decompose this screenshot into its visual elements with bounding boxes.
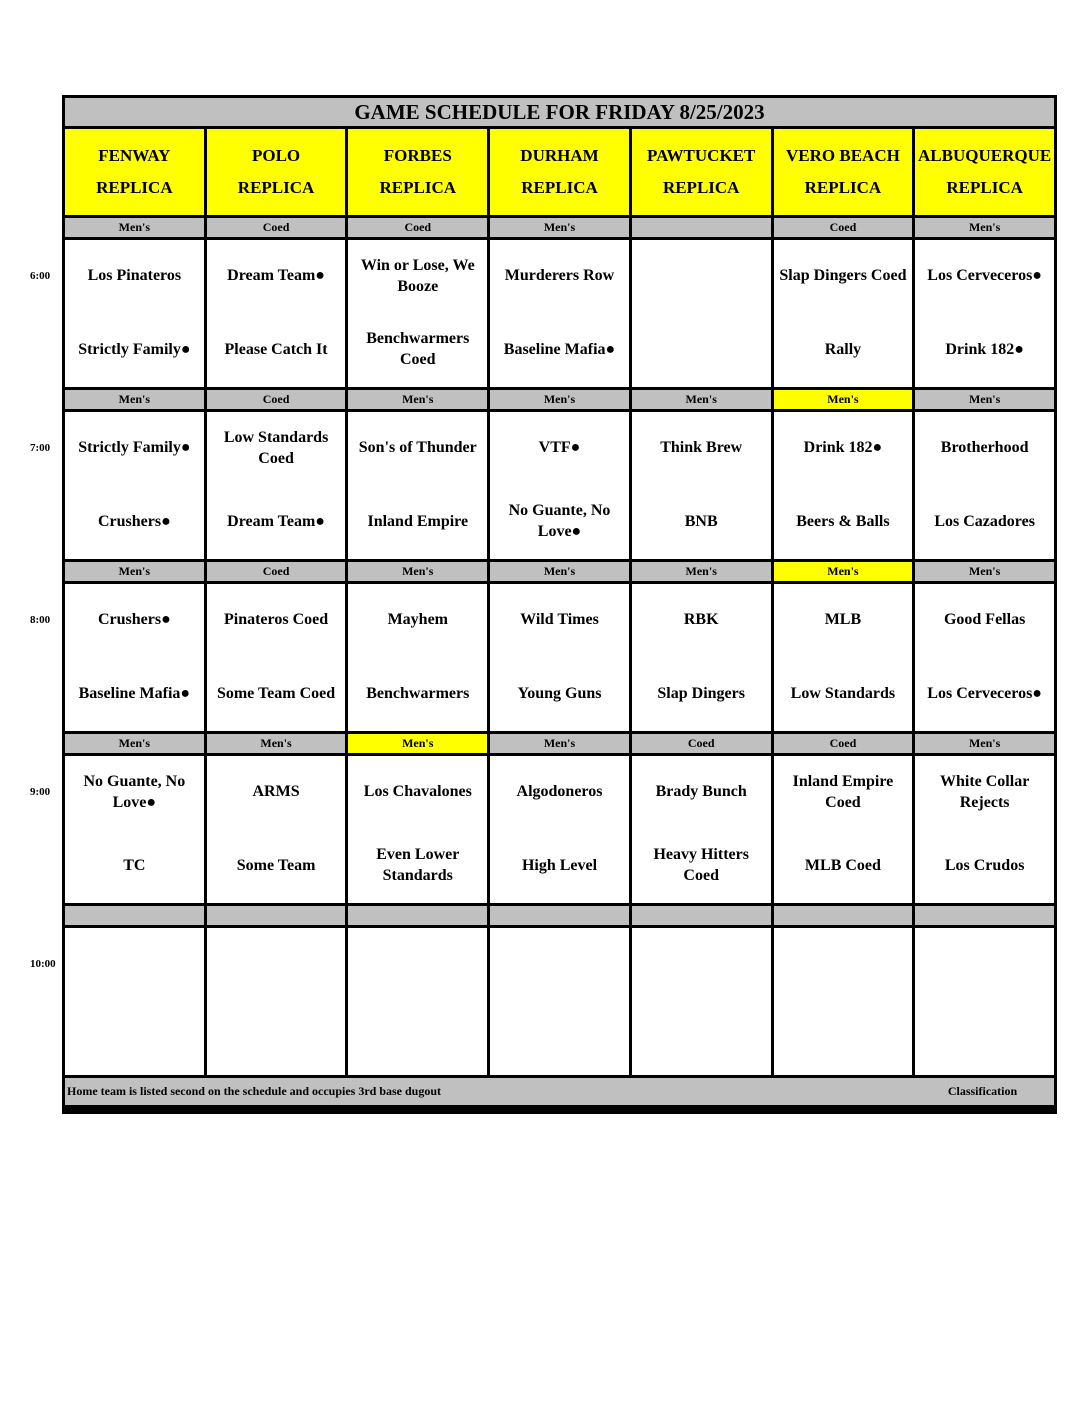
home-team: BNB <box>684 512 718 530</box>
away-team: Los Cerveceros● <box>927 267 1042 285</box>
home-team: Drink 182● <box>945 340 1024 358</box>
classification-label <box>65 906 204 925</box>
classification-label: Coed <box>774 734 913 753</box>
home-team <box>207 1002 346 1076</box>
away-team: Algodoneros <box>516 783 603 801</box>
classification-label: Men's <box>207 734 346 753</box>
home-team: Baseline Mafia● <box>78 684 191 702</box>
home-team: No Guante, No Love● <box>508 502 611 541</box>
home-team <box>774 1002 913 1076</box>
away-team: Brotherhood <box>940 439 1029 457</box>
game-cell <box>207 240 346 387</box>
away-team: ARMS <box>252 783 300 801</box>
classification-label: Men's <box>65 218 204 237</box>
home-team: Even Lower Standards <box>376 846 460 885</box>
game-cell <box>915 756 1054 903</box>
field-subtitle: REPLICA <box>804 178 882 197</box>
field-name: PAWTUCKET <box>647 146 756 165</box>
game-cell <box>490 240 629 387</box>
home-team <box>632 314 771 388</box>
away-team: Crushers● <box>97 611 171 629</box>
game-cell <box>774 756 913 903</box>
game-cell <box>65 928 204 1075</box>
classification-label: Coed <box>774 218 913 237</box>
schedule-sheet <box>62 95 1057 1114</box>
home-team <box>915 1002 1054 1076</box>
field-name: POLO <box>251 146 301 165</box>
classification-legend: Classification <box>947 1084 1018 1098</box>
home-team: Los Cazadores <box>934 512 1035 530</box>
classification-label <box>774 906 913 925</box>
game-cell <box>348 928 487 1075</box>
home-team: Please Catch It <box>224 340 328 358</box>
field-header <box>774 129 913 215</box>
game-cell <box>774 584 913 731</box>
game-cell <box>207 756 346 903</box>
game-cell <box>490 928 629 1075</box>
game-cell <box>632 756 771 903</box>
footer-note: Home team is listed second on the schedule and occupies 3rd base dugout <box>67 1084 442 1098</box>
classification-label <box>632 218 771 237</box>
field-name: FENWAY <box>98 146 171 165</box>
away-team: Los Pinateros <box>87 267 182 285</box>
away-team <box>632 240 771 314</box>
away-team: Good Fellas <box>943 611 1026 629</box>
field-subtitle: REPLICA <box>521 178 598 197</box>
away-team: RBK <box>683 611 719 629</box>
away-team: Strictly Family● <box>78 439 191 457</box>
classification-label: Men's <box>65 390 204 409</box>
game-cell <box>490 412 629 559</box>
away-team: MLB <box>824 611 862 629</box>
home-team: Some Team <box>236 856 316 874</box>
game-cell <box>774 412 913 559</box>
game-cell <box>348 756 487 903</box>
classification-label: Men's <box>774 390 913 409</box>
away-team <box>348 928 487 1002</box>
time-label: 8:00 <box>30 613 51 626</box>
away-team: Think Brew <box>660 439 743 457</box>
field-header <box>65 129 204 215</box>
classification-label: Men's <box>490 562 629 581</box>
home-team <box>65 1002 204 1076</box>
classification-label: Coed <box>207 218 346 237</box>
classification-label: Coed <box>207 562 346 581</box>
home-team: High Level <box>521 856 598 874</box>
field-subtitle: REPLICA <box>237 178 315 197</box>
classification-label: Men's <box>632 562 771 581</box>
game-cell <box>915 240 1054 387</box>
game-cell <box>632 412 771 559</box>
home-team: Some Team Coed <box>216 684 336 702</box>
game-cell <box>348 412 487 559</box>
away-team: Slap Dingers Coed <box>779 267 907 285</box>
field-name: VERO BEACH <box>786 146 900 165</box>
classification-label <box>348 906 487 925</box>
field-header <box>207 129 346 215</box>
home-team <box>490 1002 629 1076</box>
classification-label <box>207 906 346 925</box>
home-team <box>348 1002 487 1076</box>
away-team: Wild Times <box>520 611 599 629</box>
game-cell <box>632 584 771 731</box>
home-team: Benchwarmers Coed <box>366 330 470 369</box>
away-team: No Guante, No Love● <box>83 772 186 811</box>
field-header <box>632 129 771 215</box>
footer-bar <box>65 1078 1054 1105</box>
away-team <box>207 928 346 1002</box>
field-name: DURHAM <box>520 146 599 165</box>
field-name: FORBES <box>383 146 452 165</box>
classification-label: Men's <box>915 734 1054 753</box>
home-team: Slap Dingers <box>657 684 745 702</box>
home-team: Crushers● <box>97 512 171 530</box>
away-team: Dream Team● <box>227 267 325 285</box>
away-team: White Collar Rejects <box>939 772 1030 811</box>
time-label: 6:00 <box>30 269 51 282</box>
game-cell <box>915 412 1054 559</box>
away-team: Brady Bunch <box>655 783 747 801</box>
away-team: Low Standards Coed <box>223 428 329 467</box>
classification-label: Men's <box>915 390 1054 409</box>
classification-label: Men's <box>65 562 204 581</box>
away-team: Los Chavalones <box>363 783 472 801</box>
classification-label: Men's <box>490 218 629 237</box>
game-cell <box>632 240 771 387</box>
game-cell <box>915 928 1054 1075</box>
away-team <box>490 928 629 1002</box>
game-cell <box>348 240 487 387</box>
field-header <box>915 129 1054 215</box>
home-team: Benchwarmers <box>366 684 470 702</box>
home-team: Baseline Mafia● <box>503 340 616 358</box>
home-team: Los Crudos <box>944 856 1025 874</box>
time-label: 10:00 <box>30 957 56 970</box>
field-subtitle: REPLICA <box>96 178 173 197</box>
away-team <box>915 928 1054 1002</box>
away-team: Mayhem <box>387 611 448 629</box>
game-cell <box>490 756 629 903</box>
home-team: Rally <box>824 340 862 358</box>
away-team: Pinateros Coed <box>223 611 329 629</box>
away-team: Drink 182● <box>803 439 883 457</box>
classification-label <box>490 906 629 925</box>
time-label: 7:00 <box>30 441 51 454</box>
field-header <box>348 129 487 215</box>
game-cell <box>207 928 346 1075</box>
classification-label: Men's <box>490 390 629 409</box>
game-cell <box>207 584 346 731</box>
home-team: MLB Coed <box>804 856 881 874</box>
classification-label: Men's <box>348 390 487 409</box>
home-team: Inland Empire <box>367 512 469 530</box>
away-team <box>632 928 771 1002</box>
game-cell <box>65 240 204 387</box>
schedule-grid <box>65 98 1054 1111</box>
classification-label: Men's <box>490 734 629 753</box>
classification-label: Men's <box>65 734 204 753</box>
away-team <box>774 928 913 1002</box>
home-team: Dream Team● <box>227 512 325 530</box>
game-cell <box>65 584 204 731</box>
classification-label: Men's <box>915 218 1054 237</box>
home-team: Strictly Family● <box>78 340 191 358</box>
home-team: Heavy Hitters Coed <box>653 846 749 885</box>
game-cell <box>632 928 771 1075</box>
game-cell <box>65 756 204 903</box>
home-team: Los Cerveceros● <box>927 684 1042 702</box>
classification-label: Men's <box>915 562 1054 581</box>
classification-label: Coed <box>207 390 346 409</box>
home-team <box>632 1002 771 1076</box>
classification-label: Men's <box>774 562 913 581</box>
field-header <box>490 129 629 215</box>
game-cell <box>915 584 1054 731</box>
away-team: Inland Empire Coed <box>792 772 894 811</box>
field-subtitle: REPLICA <box>662 178 740 197</box>
field-subtitle: REPLICA <box>946 178 1023 197</box>
classification-label: Men's <box>348 734 487 753</box>
classification-label: Coed <box>348 218 487 237</box>
field-name: ALBUQUERQUE <box>918 146 1052 165</box>
classification-label: Men's <box>632 390 771 409</box>
home-team: Young Guns <box>517 684 602 702</box>
classification-label <box>632 906 771 925</box>
schedule-title: GAME SCHEDULE FOR FRIDAY 8/25/2023 <box>65 98 1054 126</box>
away-team: VTF● <box>538 439 581 457</box>
classification-label: Coed <box>632 734 771 753</box>
time-label: 9:00 <box>30 785 51 798</box>
game-cell <box>207 412 346 559</box>
game-cell <box>490 584 629 731</box>
away-team: Murderers Row <box>504 267 615 285</box>
away-team: Son's of Thunder <box>358 439 477 457</box>
classification-label: Men's <box>348 562 487 581</box>
field-subtitle: REPLICA <box>379 178 457 197</box>
away-team <box>65 928 204 1002</box>
game-cell <box>774 928 913 1075</box>
game-cell <box>348 584 487 731</box>
home-team: Beers & Balls <box>796 512 890 530</box>
home-team: Low Standards <box>790 684 896 702</box>
away-team: Win or Lose, We Booze <box>360 256 475 295</box>
game-cell <box>65 412 204 559</box>
home-team: TC <box>123 856 146 874</box>
game-cell <box>774 240 913 387</box>
classification-label <box>915 906 1054 925</box>
